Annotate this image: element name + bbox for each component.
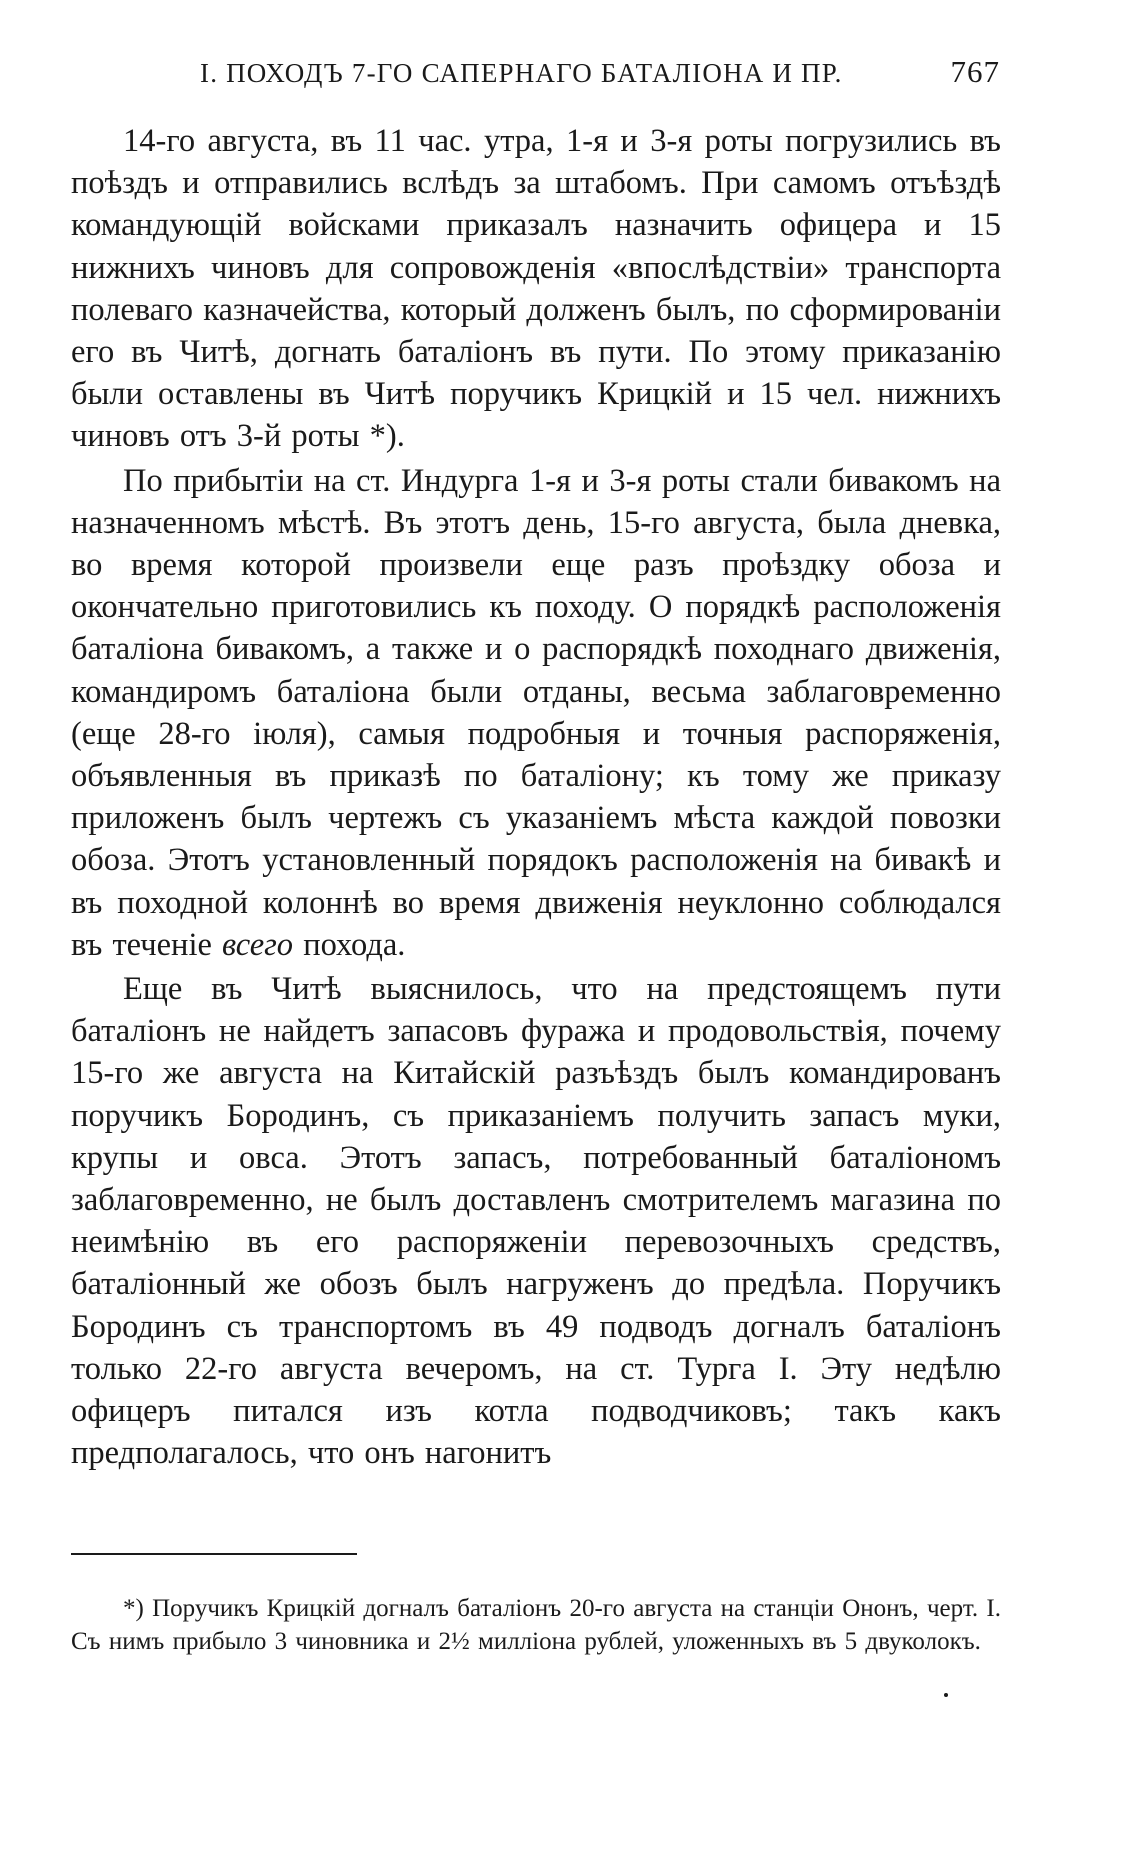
running-title: I. ПОХОДЪ 7-ГО САПЕРНАГО БАТАЛІОНА И ПР.	[200, 58, 843, 88]
page-number: 767	[950, 54, 1000, 89]
paragraph-1: 14-го августа, въ 11 час. утра, 1-я и 3-я роты погрузились въ поѣздъ и отправились вслѣдъ за штабомъ. При самомъ отъѣздѣ командующій войсками приказалъ назначить офицера и 15 нижнихъ чиновъ для сопровожденія «впослѣдствіи» транспорта полеваго казначейства, который долженъ былъ, по сформированіи его въ Читѣ, догнать баталіонъ въ пути. По этому приказанію были оставлены въ Читѣ поручикъ Крицкій и 15 чел. нижнихъ чиновъ отъ 3-й роты *).	[71, 123, 1001, 455]
paragraph-2-text: По прибытіи на ст. Индурга 1-я и 3-я роты стали бивакомъ на назначенномъ мѣстѣ. Въ этотъ день, 15-го августа, была дневка, во время которой произвели еще разъ проѣздку обоза и окончательно приготовились къ походу. О порядкѣ расположенія баталіона бивакомъ, а также и о распорядкѣ походнаго движенія, командиромъ баталіона были отданы, весьма заблаговременно (еще 28-го іюля), самыя подробныя и точныя распоряженія, объявленныя въ приказѣ по баталіону; къ тому же приказу приложенъ былъ чертежъ съ указаніемъ мѣста каждой повозки обоза. Этотъ установленный порядокъ расположенія на бивакѣ и въ походной колоннѣ во время движенія неуклонно соблюдался въ теченіе	[71, 462, 1001, 963]
paragraph-3: Еще въ Читѣ выяснилось, что на предстоящемъ пути баталіонъ не найдетъ запасовъ фуража и продовольствія, почему 15-го же августа на Китайскій разъѣздъ былъ командированъ поручикъ Бородинъ, съ приказаніемъ получить запасъ муки, крупы и овса. Этотъ запасъ, потребованный баталіономъ заблаговременно, не былъ доставленъ смотрителемъ магазина по неимѣнію въ его распоряженіи перевозочныхъ средствъ, баталіонный же обозъ былъ нагруженъ до предѣла. Поручикъ Бородинъ съ транспортомъ въ 49 подводъ догналъ баталіонъ только 22-го августа вечеромъ, на ст. Тургa I. Эту недѣлю офицеръ питался изъ котла подводчиковъ; такъ какъ предполагалось, что онъ нагонитъ	[71, 971, 1001, 1472]
footnote: *) Поручикъ Крицкій догналъ баталіонъ 20-го августа на станціи Ононъ, черт. I. Съ нимъ прибыло 3 чиновника и 2½ милліона рублей, уложенныхъ въ 5 двуколокъ.	[71, 1595, 1001, 1655]
italic-word: всего	[222, 926, 294, 963]
print-speck	[944, 1693, 948, 1697]
paragraph-2-tail: похода.	[293, 926, 406, 963]
paragraph-2	[71, 460, 1001, 966]
running-head	[200, 54, 1000, 98]
footnote-separator	[71, 1553, 357, 1555]
body-text	[71, 120, 1001, 1475]
